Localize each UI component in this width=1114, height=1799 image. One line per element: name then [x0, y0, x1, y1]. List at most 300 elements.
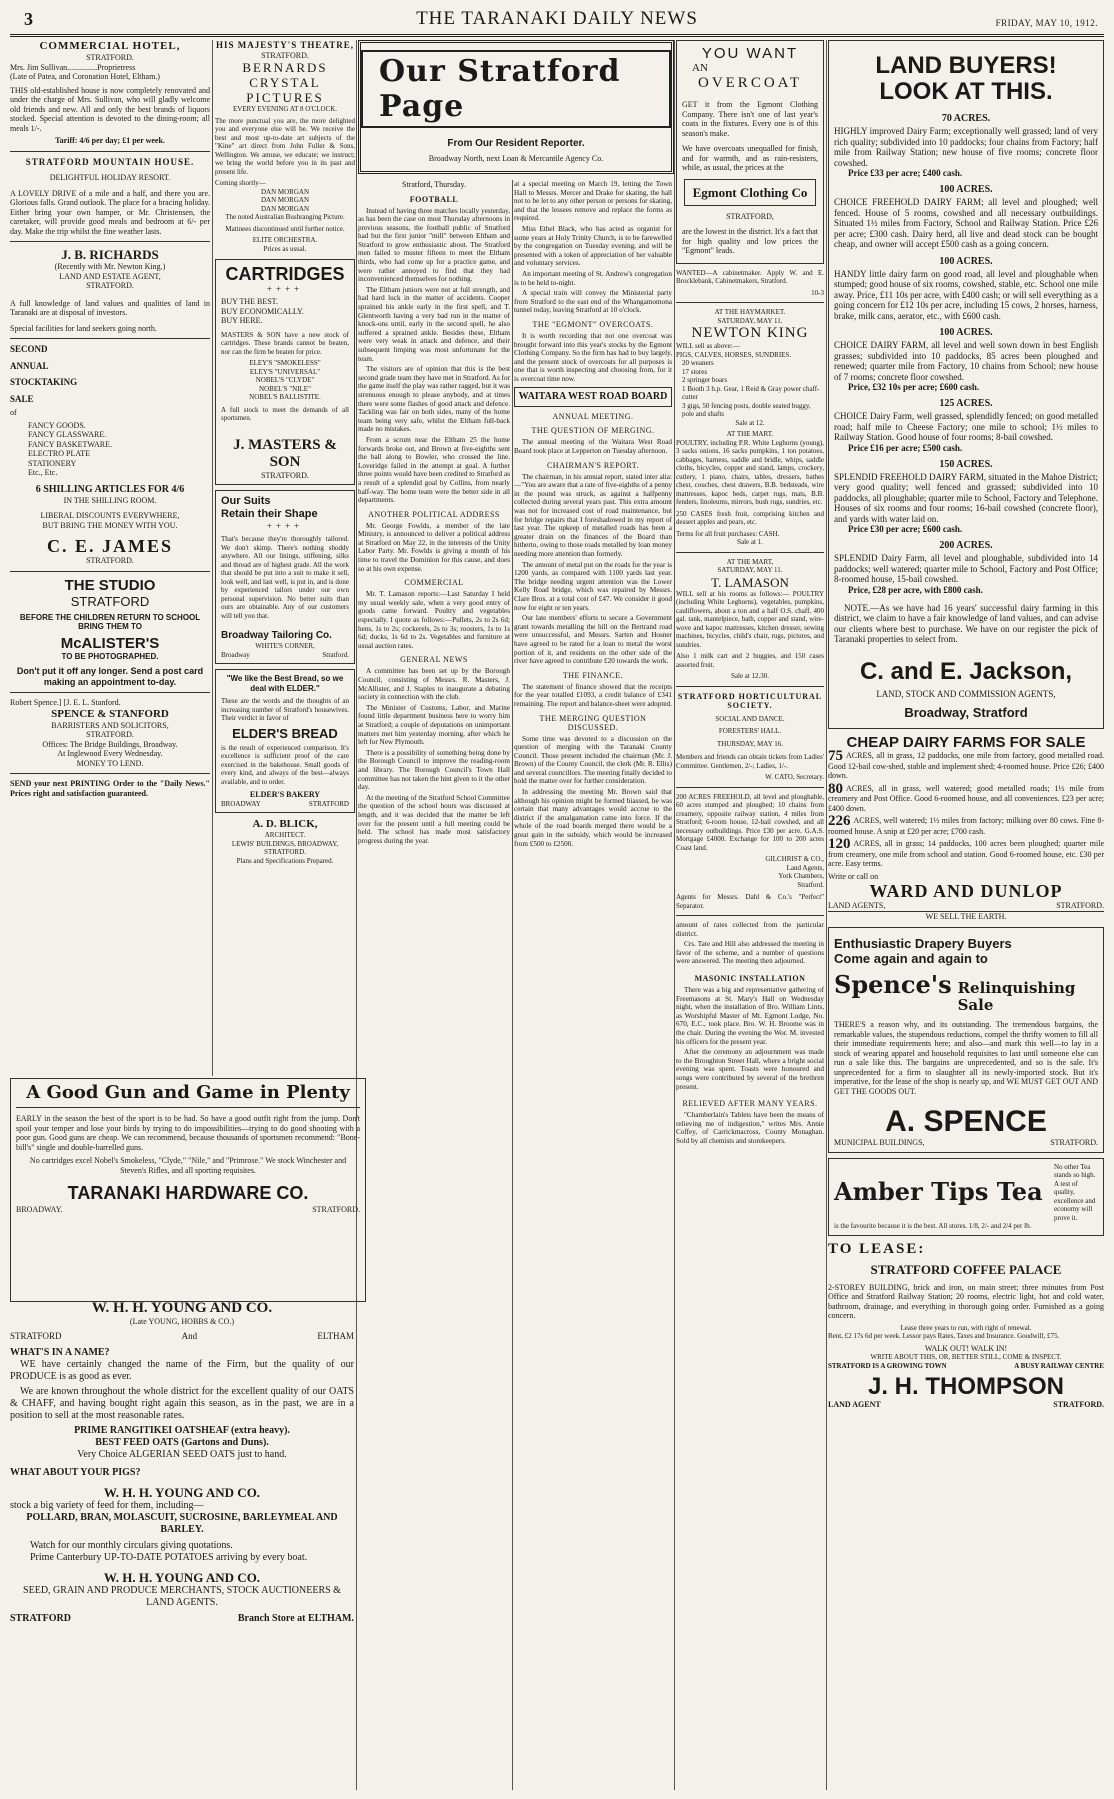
ad-firm: SPENCE & STANFORD — [51, 707, 169, 720]
ad-plans: Plans and Specifications Prepared. — [236, 856, 334, 865]
column-rule — [512, 180, 513, 1790]
ad-good-gun — [10, 1078, 366, 1302]
news-heading: FOOTBALL — [409, 194, 459, 204]
ad-mart: AT THE MART. — [726, 430, 774, 438]
ad-title: W. H. H. YOUNG AND CO. — [91, 1300, 273, 1316]
ad-title: THE STUDIO — [64, 576, 156, 594]
ad-title: CARTRIDGES — [225, 264, 345, 284]
ad-late: (Late YOUNG, HOBBS & CO.) — [129, 1317, 235, 1326]
ad-body2: is the result of experienced comparison. It's excellence is sufficient proof of the care exercised in the bakehouse. Small goods of every kind, and always of the best—always available, and to order. — [221, 743, 349, 786]
ad-title: LOOK AT THIS. — [879, 78, 1053, 105]
ad-body: The more punctual you are, the more delighted you and everyone else will be. We receive the best and most up-to-date art subjects of the "Kine" art direct from John Fuller & Sons, Wellington. We amuse, we educate; we instruct; we bring the world before you in its past and present life. — [215, 116, 355, 176]
farm-acres: 200 ACRES. — [939, 540, 993, 551]
column-2 — [215, 40, 355, 1076]
ad-location: STRATFORD. — [261, 470, 309, 480]
ad-sale: Sale at 12.30. — [730, 672, 770, 680]
ad-tariff: Tariff: 4/6 per day; £1 per week. — [55, 136, 165, 145]
farm-acres: 150 ACRES. — [939, 458, 993, 470]
news-heading: ANOTHER POLITICAL ADDRESS — [368, 509, 500, 519]
ad-and: And — [181, 1330, 198, 1341]
ad-item: PRIME RANGITIKEI OATSHEAF (extra heavy). — [74, 1425, 290, 1436]
ad-agent: LAND AGENT — [828, 1400, 881, 1409]
ad-quote: "We like the Best Bread, so we deal with ELDER." — [226, 674, 344, 693]
stock-item: ELECTRO PLATE — [28, 449, 90, 458]
page-number: 3 — [24, 9, 33, 29]
news-paragraph: From a scrum near the Eltham 25 the home forwards broke out, and Brown at five-eighths sent the ball along to Bowler, who crossed the line. Loveridge failed in the attempt at goal. A further three points would have been credited to Stratford as a result of a splendid goal by Collins, from nearly half-way. The home team were the better side in all departments. — [358, 435, 510, 505]
farm-body: CHOICE Dairy Farm, well grassed, splendidly fenced; on good metalled road; half mile to Cheese Factory; one mile to school; 1½ miles to Railway Station. Good house of four rooms; 8-bail cowshed. — [834, 411, 1098, 442]
ad-body: THERE'S a reason why, and its outstanding. The tremendous bargains, the remarkable values, the stupendous reductions, compel the thrifty women to fill all their immediate requirements here; and also—and mark this well—to lay in a stock of wearing apparel and household requisites to last until someone else can run a sale like this. The bargains are unprecedented, and so is the sale. It's unprecedented for a firm to slaughter all its newly-imported stock. But it's imperative, for the lease of the shop is nearly up, and WE MUST GET OUT AND GET THE GOODS OUT. — [834, 1020, 1098, 1096]
farm-price: Price, £32 10s per acre; £600 cash. — [848, 382, 980, 392]
farm-acres: 100 ACRES. — [939, 327, 993, 338]
news-paragraph: at a special meeting on March 19, letting the Town Hall to Messrs. Mercer and Drake for skating, the hall not to be let to any other person or persons for skating, and that the lessees remove and replace the forms as required. — [514, 180, 672, 223]
section-reporter: From Our Resident Reporter. — [447, 138, 585, 150]
ad-line: Enthusiastic Drapery Buyers — [834, 936, 1012, 951]
news-subheading: ANNUAL MEETING. — [552, 412, 634, 422]
ad-title: TO LEASE: — [828, 1240, 926, 1257]
ad-proprietress: Mrs. Jim Sullivan...............Proprietress — [10, 62, 136, 72]
ad-town: STRATFORD — [70, 593, 150, 609]
farm-acres: 125 ACRES. — [939, 398, 993, 409]
ad-title: Amber Tips Tea — [834, 1177, 1043, 1207]
ad-coming: Coming shortly— — [215, 179, 266, 187]
ad-town: STRATFORD — [10, 1613, 71, 1624]
ad-ornament: ++++ — [266, 521, 304, 531]
ad-corner: WHITE'S CORNER, — [255, 642, 315, 650]
ad-amber-tips — [828, 1158, 1104, 1236]
ad-title: HIS MAJESTY'S THEATRE, — [216, 40, 354, 50]
farm-listing — [834, 398, 1098, 453]
farm-price: Price, £28 per acre, with £800 cash. — [848, 584, 983, 595]
ad-title: Retain their Shape — [221, 508, 318, 520]
ad-body: We are known throughout the whole district for the excellent quality of our OATS & CHAFF, and having bought right again this season, as in the past, we are in a position to sell at the most reasonable rates. — [10, 1386, 354, 1421]
ad-stock: stock a big variety of feed for them, including— — [10, 1500, 204, 1511]
ad-name: C. E. JAMES — [46, 536, 173, 556]
cheap-farm-acres: 75 — [828, 748, 843, 764]
ad-body: MASTERS & SON have a new stock of cartridges. These brands cannot be beaten, nor can the firm be beaten for price. — [221, 330, 349, 356]
ad-body: A LOVELY DRIVE of a mile and a half, and there you are. Glorious falls. Grand outlook. The place for a bracing holiday. Either bring your own hamper, or Mr. Christensen, the caretaker, will provide good meals and bedroom at 6/- per day. Make the trip whilst the fine weather lasts. — [10, 188, 210, 236]
cheap-farm-body: ACRES, well watered; 1½ miles from factory; milking over 80 cows. Fine 8-roomed house. A snip at £20 per acre; £700 cash. — [828, 816, 1104, 836]
ad-suits — [215, 490, 355, 664]
ad-town: STRATFORD. — [1050, 1138, 1098, 1147]
ad-broadway: Broadway — [221, 650, 250, 659]
ad-agents: LAND AGENTS, — [828, 901, 886, 910]
ad-line: Come again and again to — [834, 951, 988, 966]
ad-lease — [828, 1241, 1104, 1410]
ad-firm: A. SPENCE — [885, 1105, 1047, 1138]
news-heading: COMMERCIAL — [404, 578, 464, 588]
farm-listing — [834, 459, 1098, 535]
ad-social: SOCIAL AND DANCE. — [715, 714, 785, 723]
ad-date: SATURDAY, MAY 11. — [717, 316, 783, 325]
news-column-a — [358, 180, 510, 1790]
column-rule — [356, 40, 357, 1790]
ad-inglewood: At Inglewood Every Wednesday. — [57, 749, 163, 758]
ad-act: DAN MORGAN — [260, 187, 310, 196]
ad-town: STRATFORD. — [1056, 901, 1104, 910]
ad-body: GET it from the Egmont Clothing Company. There isn't one of last year's coats in the fixtures. Every one is of this season's make. — [682, 100, 818, 138]
ad-role: BARRISTERS AND SOLICITORS, — [51, 720, 169, 730]
ad-broadway: BROADWAY. — [16, 1205, 63, 1214]
ad-body: That's because they're thoroughly tailored. We don't skimp. There's nothing shoddy anywhere. All our linings, stiffening, silks and thread are of highest grade. All the work that should be put into a suit to make it sell, look well, and last well, is put in, and is done by experienced tailors under our own personal supervision. No better suits than ours are obtainable. Any of our customers will tell you that. — [221, 535, 349, 620]
farm-price: Price £16 per acre; £500 cash. — [848, 442, 963, 453]
farm-body: HIGHLY improved Dairy Farm; exceptionally well grassed; land of very rich quality; subdivided into 10 paddocks; four chains from Factory; half mile from Railway Station; new house of five rooms; concrete floor cowshed. — [834, 126, 1098, 168]
ad-subtitle: DELIGHTFUL HOLIDAY RESORT. — [49, 173, 171, 182]
ad-body: WE have certainly changed the name of the Firm, but the quality of our PRODUCE is as good as ever. — [10, 1359, 354, 1382]
ad-overcoat — [676, 40, 824, 264]
ad-right: ELTHAM — [317, 1330, 354, 1341]
news-paragraph: Some time was devoted to a discussion on the question of merging with the Taranaki County Council. Those present included the chairman (Mr. J. Brown) of the County Council, the clerk (Mr. R. Ellis) and several councillors. The meeting finally decided to hold the matter over for further consideration. — [514, 734, 672, 786]
ad-walk: WALK OUT! WALK IN! — [924, 1343, 1008, 1353]
ad-shilling: 6 SHILLING ARTICLES FOR 4/6 — [35, 483, 185, 495]
ad-town: Stratford. — [797, 880, 824, 889]
ad-at: AT THE HAYMARKET. — [714, 308, 786, 316]
dateline: Stratford, Thursday. — [402, 180, 466, 189]
ad-address: LEWIS' BUILDINGS, BROADWAY, — [231, 839, 339, 848]
ad-with: (Recently with Mr. Newton King.) — [54, 262, 166, 271]
ad-title: J. B. RICHARDS — [61, 247, 159, 262]
ad-body: WILL sell at his rooms as follows:— POULTRY (including White Leghorns), vegetables, pumpkins, cauliflowers, about a ton and a half O.S. chaff, 400 gal. tank, mantelpiece, bath, copper and stand, wire-wove and kapoc mattresses, kitchen dresser, sewing machines, bicycles, child's chair, rugs, pictures, and sundries. — [676, 589, 824, 649]
news-paragraph: The statement of finance showed that the receipts for the year totalled £1093, a credit balance of £341 remaining. The report and balance-sheet were adopted. — [514, 682, 672, 708]
newspaper-title: THE TARANAKI DAILY NEWS — [416, 8, 698, 29]
ad-sec: W. CATO, Secretary. — [765, 773, 824, 781]
ad-town: STRATFORD IS A GROWING TOWN — [828, 1361, 947, 1370]
farm-price: Price £33 per acre; £400 cash. — [848, 168, 963, 178]
news-heading: THE MERGING QUESTION DISCUSSED. — [539, 713, 647, 732]
ad-line: ANNUAL — [10, 360, 49, 371]
ad-body: We have overcoats unequalled for finish, and for warmth, and as rain-resisters, while, as usual, the prices at the — [682, 144, 818, 172]
ad-location: STRATFORD. — [86, 53, 134, 62]
ad-brand: NOBEL'S BALLISTITE. — [249, 393, 321, 401]
ad-title: COMMERCIAL HOTEL, — [39, 40, 181, 52]
ad-name: CRYSTAL — [249, 75, 321, 90]
ad-sale: Sale at 12. — [735, 418, 765, 427]
ad-commercial-hotel — [10, 40, 210, 146]
ad-title: CHEAP DAIRY FARMS FOR SALE — [846, 734, 1086, 751]
news-paragraph: "Chamberlain's Tablets have been the means of relieving me of indigestion," writes Mrs. Annie Coffey, of Carrickmacross, County Monaghan. Sold by all chemists and storekeepers. — [676, 1111, 824, 1145]
ad-role: LAND, STOCK AND COMMISSION AGENTS, — [876, 688, 1056, 699]
cheap-farm — [828, 748, 1104, 781]
column-5 — [676, 40, 824, 1790]
farm-listing — [834, 256, 1098, 322]
ad-town: STRATFORD. — [312, 1205, 360, 1214]
ad-firm: TARANAKI HARDWARE CO. — [67, 1183, 309, 1203]
ad-firm: J. H. THOMPSON — [867, 1373, 1065, 1400]
ad-name: PICTURES — [246, 90, 324, 105]
farm-body: CHOICE DAIRY FARM, all level and well sown down in best English grasses; subdivided into 10 paddocks, 85 acres been ploughed and renewed; quarter mile from Factory, 10 chains from School; new house of 7 rooms; concrete floor cowshed. — [834, 340, 1098, 382]
ad-line: BUY THE BEST. — [221, 297, 278, 306]
ad-firm: C. and E. Jackson, — [859, 657, 1073, 685]
section-title: Our Stratford Page — [361, 50, 671, 128]
ad-line: SALE — [10, 393, 34, 404]
ad-horticultural — [676, 692, 824, 782]
ad-act: DAN MORGAN — [260, 196, 310, 204]
ad-feeds: POLLARD, BRAN, MOLASCUIT, SUCROSINE, BARLEYMEAL AND BARLEY. — [26, 1512, 338, 1535]
news-heading: MASONIC INSTALLATION — [694, 973, 806, 983]
ad-brand: ELEY'S "UNIVERSAL" — [249, 367, 321, 376]
ad-cows: Also 1 milk cart and 2 buggies, and 150 cases assorted fruit. — [676, 652, 824, 669]
column-1 — [10, 40, 210, 1076]
ad-theatre — [215, 40, 355, 253]
ad-item: Very Choice ALGERIAN SEED OATS just to hand. — [77, 1449, 287, 1460]
ad-intro: WILL sell as above:— — [676, 342, 740, 350]
farm-acres: 70 ACRES. — [941, 113, 991, 124]
ad-title: Our Suits — [221, 495, 271, 507]
ad-hall: FORESTERS' HALL. — [718, 727, 782, 735]
ad-body: A full knowledge of land values and qualities of land in Taranaki are at disposal of investors. — [10, 298, 210, 317]
cheap-farm — [828, 836, 1104, 869]
ad-room: IN THE SHILLING ROOM. — [63, 495, 157, 505]
column-rule — [212, 40, 213, 1076]
ad-title: LAND BUYERS! — [875, 52, 1057, 79]
ad-rent: Rent, £2 17s 6d per week. Lessor pays Rates, Taxes and Insurance. Goodwill, £75. — [828, 1332, 1060, 1340]
ad-town: STRATFORD — [308, 799, 349, 808]
news-subheading: THE QUESTION OF MERGING. — [531, 426, 655, 436]
news-paragraph: amount of rates collected from the particular district. — [676, 921, 824, 938]
cheap-farm-acres: 120 — [828, 836, 851, 852]
news-paragraph: The chairman, in his annual report, stated inter alia:—"You are aware that a rate of five-eighths of a penny in the pound was struck, as against a halfpenny collected during several years past. This extra amount was not for increased cost of road maintenance, but for bridge repairs that I foreshadowed in my report of last year. The upkeep of metalled roads has been a greater drain on the finances of the Board than hitherto, owing to those roads metalled by loan money needing more attention than formerly. — [514, 472, 672, 558]
ad-lamason — [676, 558, 824, 681]
ad-line: BUY HERE. — [221, 316, 263, 325]
ad-body: Members and friends can obtain tickets from Ladies' Committee. Gentlemen, 2/-; Ladies, 1/-. — [676, 753, 824, 770]
cheap-farm-body: ACRES, all in grass; 14 paddocks, 100 acres been ploughed; quarter mile from creamery, one mile from school and station. Good 6-roomed house, etc. £30 per acre. Easy terms. — [828, 839, 1104, 868]
stock-list — [10, 421, 210, 478]
cheap-farm-acres: 226 — [828, 813, 851, 829]
ad-firm: WARD AND DUNLOP — [869, 881, 1063, 901]
ad-wanted: WANTED—A cabinetmaker. Apply W. and E. Brocklebank, Cabinetmakers, Stratford. — [676, 268, 824, 285]
ad-item: 17 stores — [682, 367, 708, 376]
ad-title: STRATFORD HORTICULTURAL SOCIETY. — [677, 691, 823, 710]
ad-firm: Egmont Clothing Co — [684, 179, 816, 206]
news-paragraph: The annual meeting of the Waitara West Road Board took place at Lepperton on Tuesday afternoon. — [514, 438, 672, 456]
ad-act: DAN MORGAN — [260, 204, 310, 213]
ad-body: are the lowest in the district. It's a fact that for high quality and low prices the "Egmont" leads. — [682, 227, 818, 255]
ad-agents: Agents for Messrs. Dahl & Co.'s "Perfect" Separator. — [676, 893, 824, 910]
ad-location: STRATFORD, — [726, 211, 774, 221]
ad-mountain-house — [10, 157, 210, 237]
ad-item: 3 gigs, 50 fencing posts, double seated buggy, pole and shafts — [682, 401, 811, 418]
news-paragraph: A special train will convey the Ministerial party from Stratford to the east end of the Whangamomona tunnel today, leaving Stratford at 10 o'clock. — [514, 289, 672, 315]
ad-name: W. H. H. YOUNG AND CO. — [103, 1570, 261, 1585]
news-paragraph: At the meeting of the Stratford School Committee the question of the school hours was discussed at length, and it was decided that the matter be left over for the present until a full meeting could be held. The school has made most satisfactory progress during the year. — [358, 793, 510, 845]
news-paragraph: There is a possibility of something being done by the Borough Council to improve the reading-room and library. The Borough Council's Town Hall committee has not taken the hint given to it the other day. — [358, 748, 510, 792]
ad-brand: NOBEL'S "NILE" — [259, 384, 311, 393]
ad-centre: A BUSY RAILWAY CENTRE — [1014, 1361, 1104, 1370]
ad-line: STOCKTAKING — [10, 377, 78, 387]
news-paragraph: The Minister of Customs, Labor, and Marine found little department business here to worry him at Stratford; a couple of deputations on unimportant matters met him yesterday morning, after which he left for New Plymouth. — [358, 703, 510, 747]
ad-name: T. LAMASON — [711, 574, 789, 590]
ad-firm: Broadway Tailoring Co. — [221, 630, 332, 641]
ad-title: STRATFORD MOUNTAIN HOUSE. — [25, 156, 195, 167]
column-rule — [826, 40, 827, 1790]
ad-question: WHAT ABOUT YOUR PIGS? — [10, 1467, 141, 1478]
stock-item: FANCY GOODS. — [28, 420, 86, 430]
ad-name: Spence's — [834, 970, 952, 999]
ad-line: AN — [692, 62, 708, 74]
ad-location: STRATFORD. — [86, 281, 134, 290]
news-paragraph: The amount of metal put on the roads for the year is 1200 yards, as compared with 1100 yards last year. The bridge needing urgent attention was the Lower Kelly Road bridge, which was repaired by Messrs. Clare Bros. at a total cost of £47. We consider it good now for eight or ten years. — [514, 560, 672, 612]
ad-cartridges — [215, 259, 355, 485]
ad-discounts: LIBERAL DISCOUNTS EVERYWHERE, — [40, 511, 180, 520]
ad-stocktaking — [10, 344, 210, 566]
ad-side: No other Tea stands so high. A test of quality, excellence and economy will prove it. — [1054, 1162, 1096, 1222]
ad-wanted-ref: 10-3 — [811, 288, 824, 297]
news-paragraph: After the ceremony an adjournment was made to the Broughton Street Hall, where a bright social evening was spent. Toasts were honoured and songs were contributed by several of the brethren present. — [676, 1048, 824, 1091]
cheap-farm — [828, 780, 1104, 814]
farm-listing — [834, 184, 1098, 250]
ad-no-cart: No cartridges excel Nobel's Smokeless, "Clyde," "Nile," and "Primrose." We stock Winchester and Steven's Rifles, and all sporting requisites. — [29, 1156, 347, 1175]
ad-spence-stanford — [10, 698, 210, 768]
ad-location: STRATFORD. — [261, 50, 309, 60]
ad-left: STRATFORD — [10, 1330, 62, 1341]
ad-location: STRATFORD. — [86, 730, 134, 739]
farm-body: CHOICE FREEHOLD DAIRY FARM; all level and ploughed; well fenced. House of 5 rooms, cowshed and all necessary outbuildings. Situated 1½ miles from Factory, School and Railway Station. Price £26 per acre; £300 cash. Dairy herd, all live and dead stock can be bought cheap, and owner will accept £500 cash as a going concern. — [834, 197, 1098, 249]
ad-ornament: ++++ — [266, 284, 304, 294]
ad-line: OVERCOAT — [697, 75, 802, 91]
ad-line: BEFORE THE CHILDREN RETURN TO SCHOOL BRING THEM TO — [19, 612, 201, 631]
ad-role: SEED, GRAIN AND PRODUCE MERCHANTS, STOCK AUCTIONEERS & LAND AGENTS. — [23, 1585, 341, 1608]
news-paragraph: An important meeting of St. Andrew's congregation is to be held to-night. — [514, 269, 672, 287]
ad-title: A Good Gun and Game in Plenty — [16, 1083, 360, 1108]
ad-land-buyers — [828, 40, 1104, 729]
ad-printing: SEND your next PRINTING Order to the "Daily News." Prices right and satisfaction guaranteed. — [10, 779, 210, 798]
ad-body: EARLY in the season the best of the sport is to be had. So have a good outfit right from the jump. Don't spoil your temper and lose your birds by trying to do impossibilities—trying to do good shooting with a poor gun. Good guns are cheap. We can recommend, because thousands of sportsmen recommend: "Bone-bill's" single and double-barrelled guns. — [16, 1114, 360, 1152]
ad-poultry: POULTRY, including P.R. White Leghorns (young), 3 sacks onions, 16 sacks pumpkins, 1 ton potatoes, cabbages, harness, saddle and bridle, whips, saddle cloths, bicycles, copper and stand, lamps, crockery, cutlery, 1 piano, chairs, tables, dressers, bathes chest, couches, chest drawers, B.B. bedsteads, wire mattresses, kapoc beds, carpet rugs, mats, B.B. fenders, linoleums, mirrors, bush rugs, sundries, etc. — [676, 438, 824, 506]
ad-cases: 250 CASES fresh fruit, comprising kitchen and dessert apples and pears, etc. — [676, 509, 824, 526]
farm-acres: 100 ACRES. — [939, 255, 993, 267]
news-heading: RELIEVED AFTER MANY YEARS. — [682, 1099, 818, 1109]
ad-studio — [10, 577, 210, 688]
ad-line: SECOND — [10, 344, 48, 354]
news-masonic — [676, 921, 824, 1145]
ad-late: (Late of Patea, and Coronation Hotel, Eltham.) — [10, 72, 160, 81]
stock-item: STATIONERY — [28, 458, 77, 468]
ad-richards — [10, 247, 210, 333]
ad-line: YOU WANT — [701, 45, 799, 62]
stock-item: FANCY GLASSWARE. — [28, 430, 107, 439]
news-heading: CHAIRMAN'S REPORT. — [546, 460, 640, 470]
farm-price: Price £30 per acre; £600 cash. — [848, 524, 963, 534]
ad-town: STRATFORD. — [264, 848, 306, 856]
ad-special: Special facilities for land seekers going north. — [10, 323, 157, 333]
ad-item: 2 springer boars — [682, 376, 728, 384]
ad-newton-king — [676, 308, 824, 547]
ad-body: THIS old-established house is now completely renovated and under the charge of Mrs. Sullivan, who will gladly welcome old friends and new. All and only the best brands of liquors stocked. Special attention is devoted to the dining-room; all meals 1/-. — [10, 85, 210, 133]
ad-sale: Relinquishing Sale — [957, 979, 1076, 1014]
news-paragraph: In addressing the meeting Mr. Brown said that although his opinion might be formed biassed, he was certain that many advantages would accrue to the district if the amalgamation came into force. If the whole of the road boards merged there would be a great gain in the subsidy, which would be increased from £500 to £2500. — [514, 788, 672, 848]
cheap-farm-body: ACRES, all in grass, 12 paddocks, one mile from factory, good metalled road. Good 12-bail cow-shed, stable and implement shed; 4-roomed house. Price £26; £400 down. — [828, 751, 1104, 780]
ad-matinees: Matinees discontinued until further notice. — [225, 224, 345, 233]
ad-date: SATURDAY, MAY 11. — [717, 566, 783, 574]
farm-listing — [834, 113, 1098, 178]
ad-role: LAND AND ESTATE AGENT, — [59, 271, 161, 281]
ad-line: Don't put it off any longer. Send a post card making an appointment to-day. — [16, 666, 204, 687]
ad-role: ARCHITECT. — [264, 831, 306, 839]
news-paragraph: Instead of having three matches locally yesterday, as has been the case on most Thursday afternoons in previous seasons, the football public of Stratford had but the first junior "mill" between Eltham and Stratford to grow enthusiastic about. The Stratford men failed to muster fifteen to meet the Eltham thirds, who had come up for a practice game, and were rather annoyed to find that they had inconvenienced themselves for nothing. — [358, 206, 510, 284]
ad-stock: A full stock to meet the demands of all sportsmen. — [221, 405, 349, 422]
news-paragraph: The visitors are of opinion that this is the best second grade team they have met in Stratford. As for the game itself the play was rather ragged, but it was strenuous enough to please anybody, and at times there were some flashes of good attack and defence. Tackling was fair on both sides, many of the home team being very safe, whilst the Eltham full-back made no mistakes. — [358, 365, 510, 434]
ad-role: Land Agents, — [786, 863, 824, 872]
ad-bread — [215, 669, 355, 813]
ad-name: A. D. BLICK, — [252, 818, 318, 830]
ad-offices: Offices: The Bridge Buildings, Broadway. — [42, 739, 178, 749]
news-paragraph: Miss Ethel Black, who has acted as organist for some years at Holy Trinity Church, is to be farewelled by the congregation on Tuesday evening, and will be presented with a token of appreciation of her valuable and voluntary services. — [514, 224, 672, 268]
ad-item: 20 weaners — [682, 359, 714, 367]
ad-name: STRATFORD COFFEE PALACE — [870, 1261, 1062, 1277]
ad-tag: is the favourite because it is the best. All stores. 1/8, 2/- and 2/4 per lb. — [834, 1222, 1032, 1230]
news-paragraph: Crs. Tate and Hill also addressed the meeting in favor of the scheme, and a number of questions were answered. The meeting then adjourned. — [676, 940, 824, 966]
farm-list — [834, 113, 1098, 595]
ad-terms: Terms for all fruit purchases: CASH. — [676, 529, 780, 538]
ad-evening: EVERY EVENING AT 8 O'CLOCK. — [232, 105, 338, 113]
ad-line: TO BE PHOTOGRAPHED. — [61, 651, 159, 661]
ad-name: NEWTON KING — [691, 325, 809, 341]
ad-lead: PIGS, CALVES, HORSES, SUNDRIES. — [676, 350, 792, 359]
ad-freehold — [676, 793, 824, 911]
ad-body: 200 ACRES FREEHOLD, all level and ploughable, 60 acres stumped and ploughed; 10 chains from creamery, opposite railway station, 4 miles from Stratford; 6-room house, 12-bail cowshed, and all necessary outbuildings. Price £30 per acre. G.A.S. Mortgage £4000. Exchange for 100 to 200 acres Coast land. — [676, 792, 824, 852]
news-heading: GENERAL NEWS — [400, 655, 468, 665]
ad-cheap-farms — [828, 734, 1104, 921]
ad-names: Robert Spence.] [J. E. L. Stanford. — [10, 698, 121, 707]
news-paragraph: Our late members' efforts to secure a Government grant towards metalling the hill on the Bertrand road were unsuccessful, and Messrs. Sarten and Hosner have agreed to be rated for a loan to metal the worst portion of it, and residents on the other side of the river have agreed to contribute £20 towards the work. — [514, 614, 672, 666]
ad-young-co — [10, 1296, 354, 1792]
ad-item: 1 Booth 3 h.p. Gear, 1 Reid & Gray power chaff-cutter — [682, 384, 820, 401]
ad-terms: Lease three years to run, with right of renewal. — [900, 1323, 1032, 1332]
ad-name: McALISTER'S — [60, 634, 160, 652]
news-heading: THE FINANCE. — [562, 670, 624, 680]
ad-blick — [215, 818, 355, 865]
ad-sale: Sale at 1. — [737, 538, 763, 546]
ad-bakery: ELDER'S BAKERY — [249, 790, 321, 799]
ad-location: STRATFORD. — [86, 556, 134, 565]
ad-watch: Watch for our monthly circulars giving quotations. — [30, 1540, 233, 1551]
stock-item: FANCY BASKETWARE. — [28, 439, 113, 449]
ad-question: WHAT'S IN A NAME? — [10, 1347, 110, 1358]
news-heading-large: WAITARA WEST ROAD BOARD — [518, 391, 668, 403]
news-paragraph: Mr. George Fowlds, a member of the late Ministry, is announced to deliver a political address at Stratford on May 22, in the interests of the Unity Labor Party. Mr. Fowlds is giving a month of his time to travel the Dominion for this cause, and does so at his own expense. — [358, 521, 510, 573]
ad-line: BUY ECONOMICALLY. — [221, 306, 304, 316]
ad-orchestra: ELITE ORCHESTRA. — [252, 236, 318, 244]
farm-listing — [834, 327, 1098, 392]
ad-name: ELDER'S BREAD — [232, 725, 338, 741]
issue-date: FRIDAY, MAY 10, 1912. — [995, 18, 1098, 28]
ad-noted: The noted Australian Bushranging Picture. — [225, 213, 345, 221]
ad-brand: ELEY'S "SMOKELESS" — [249, 359, 321, 367]
ad-body: These are the words and the thoughts of an increasing number of Stratford's housewives. Their verdict in favor of — [221, 697, 349, 722]
ad-sell: WE SELL THE EARTH. — [828, 911, 1104, 922]
ad-note: NOTE.—As we have had 16 years' successful dairy farming in this district, we claim to have a fair knowledge of land values, and can advise our clients where best to purchase. We have on our register the pick of Taranaki properties to select from. — [834, 602, 1098, 644]
ad-address: York Chambers, — [778, 872, 824, 880]
ad-firm: GILCHRIST & CO., — [765, 855, 824, 863]
stock-item: Etc., Etc. — [28, 468, 58, 477]
cheap-farm-body: ACRES, all in grass, well watered; good metalled roads; 1½ mile from creamery and Post Office. Good 6-roomed house, and all conveniences. £23 per acre; £400 down. — [828, 783, 1104, 813]
ad-date: THURSDAY, MAY 16. — [716, 739, 783, 748]
section-address: Broadway North, next Loan & Mercantile Agency Co. — [428, 154, 604, 164]
ad-town: Stratford. — [322, 650, 349, 659]
news-paragraph: A committee has been set up by the Borough Council, consisting of Messrs. R. Masters, J. McAllister, and J. Staples to inaugurate a debating society in connection with the club. — [358, 667, 510, 702]
news-paragraph: The Eltham juniors were not at full strength, and had hard luck in the matter of accidents. Cooper sprained his ankle early in the first spell, and T. Glentworth having a very bad run in the matter of knock-ons until, early in the second spell, he also suffered a sprained ankle. Besides these, Eltham were very weak in attack and defence, and their subsequent limping was most unfortunate for the team. — [358, 285, 510, 363]
ad-write: WRITE ABOUT THIS, OR, BETTER STILL, COME & INSPECT. — [870, 1353, 1062, 1361]
ad-line: of — [10, 408, 17, 417]
ad-mart: AT THE MART, — [726, 557, 774, 566]
ad-bldg: MUNICIPAL BUILDINGS, — [834, 1138, 925, 1147]
ad-name: BERNARDS — [242, 60, 328, 75]
news-paragraph: Mr. T. Lamason reports:—Last Saturday I held my usual weekly sale, when a very good entry of goods came forward. Poultry and vegetables especially. I quote as follows:—Pullets, 2s to 2s 6d; hens, 1s to 2s; cockerels, 2s to 3s; roosters, 1s to 1s 6d; ducks, 1s 6d to 2s. Vegetables and furniture at usual auction rates. — [358, 590, 510, 650]
ad-town: STRATFORD. — [1053, 1400, 1104, 1409]
column-6 — [828, 40, 1104, 1790]
ad-item: BEST FEED OATS (Gartons and Duns). — [95, 1437, 269, 1448]
ad-spence — [828, 927, 1104, 1153]
news-column-b — [514, 180, 672, 1790]
